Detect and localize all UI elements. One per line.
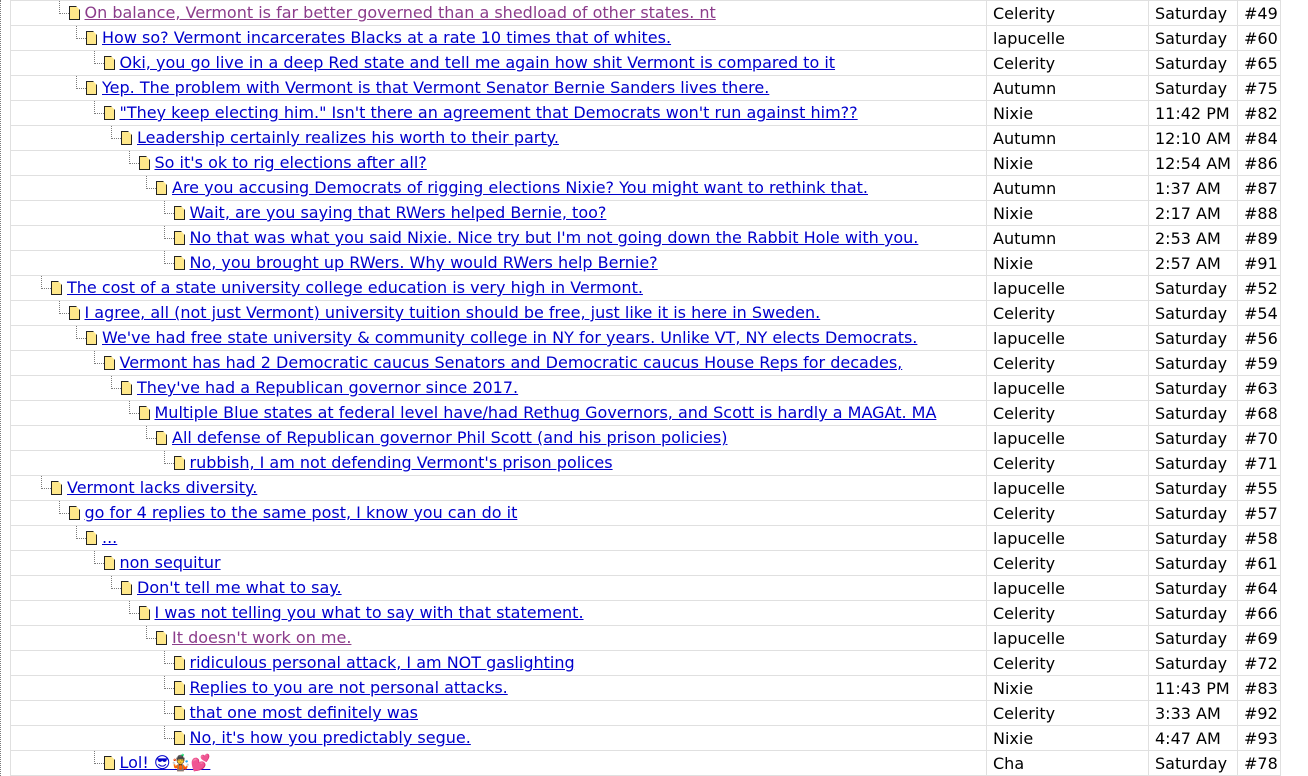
reply-subject-link[interactable]: Oki, you go live in a deep Red state and tell me again how shit Vermont is compared to it	[119, 53, 836, 72]
post-time: Saturday	[1149, 401, 1238, 426]
document-icon	[104, 556, 115, 570]
author-name: Celerity	[987, 701, 1149, 726]
post-number: #68	[1238, 401, 1281, 426]
subject-tree	[11, 226, 986, 250]
tree-connector	[164, 726, 174, 739]
table-row	[11, 226, 1281, 251]
post-time: Saturday	[1149, 451, 1238, 476]
reply-subject-link[interactable]: Replies to you are not personal attacks.	[189, 678, 508, 697]
document-icon	[139, 156, 150, 170]
tree-connector	[164, 201, 174, 214]
document-icon	[121, 131, 132, 145]
subject-tree	[11, 401, 986, 425]
table-row	[11, 676, 1281, 701]
tree-connector	[76, 76, 86, 89]
post-number: #71	[1238, 451, 1281, 476]
subject-tree	[11, 151, 986, 175]
table-row	[11, 26, 1281, 51]
subject-tree	[11, 126, 986, 150]
post-number: #54	[1238, 301, 1281, 326]
tree-connector	[94, 351, 104, 364]
tree-connector	[146, 626, 156, 639]
subject-cell	[11, 326, 987, 351]
subject-cell	[11, 451, 987, 476]
table-row	[11, 451, 1281, 476]
tree-connector	[76, 26, 86, 39]
author-name: Nixie	[987, 201, 1149, 226]
post-time: 2:57 AM	[1149, 251, 1238, 276]
subject-tree	[11, 651, 986, 675]
document-icon	[51, 281, 62, 295]
subject-cell	[11, 676, 987, 701]
document-icon	[174, 206, 185, 220]
post-number: #60	[1238, 26, 1281, 51]
tree-connector	[111, 576, 121, 589]
subject-cell	[11, 476, 987, 501]
document-icon	[86, 531, 97, 545]
post-number: #52	[1238, 276, 1281, 301]
post-number: #88	[1238, 201, 1281, 226]
tree-connector	[76, 326, 86, 339]
post-number: #86	[1238, 151, 1281, 176]
subject-cell	[11, 701, 987, 726]
author-name: Celerity	[987, 51, 1149, 76]
subject-tree	[11, 251, 986, 275]
subject-tree	[11, 301, 986, 325]
subject-cell	[11, 501, 987, 526]
tree-connector	[94, 551, 104, 564]
reply-subject-link[interactable]: Wait, are you saying that RWers helped Bernie, too?	[189, 203, 607, 222]
post-time: Saturday	[1149, 326, 1238, 351]
tree-connector	[59, 301, 69, 314]
tree-connector	[94, 751, 104, 764]
subject-cell	[11, 576, 987, 601]
table-row	[11, 326, 1281, 351]
subject-tree	[11, 451, 986, 475]
document-icon	[69, 506, 80, 520]
document-icon	[174, 256, 185, 270]
post-number: #56	[1238, 326, 1281, 351]
subject-tree	[11, 676, 986, 700]
subject-tree	[11, 176, 986, 200]
reply-subject-link[interactable]: Multiple Blue states at federal level have/had Rethug Governors, and Scott is hardly a MAGAt. MA	[154, 403, 937, 422]
table-row	[11, 576, 1281, 601]
tree-connector	[111, 126, 121, 139]
reply-subject-link[interactable]: Don't tell me what to say.	[137, 578, 342, 597]
reply-subject-link[interactable]: How so? Vermont incarcerates Blacks at a rate 10 times that of whites.	[102, 28, 672, 47]
post-time: Saturday	[1149, 601, 1238, 626]
reply-subject-link[interactable]: Leadership certainly realizes his worth to their party.	[137, 128, 559, 147]
table-row	[11, 401, 1281, 426]
reply-subject-link[interactable]: No, it's how you predictably segue.	[189, 728, 471, 747]
subject-cell	[11, 651, 987, 676]
author-name: Autumn	[987, 76, 1149, 101]
thread-tree-line	[0, 0, 1, 776]
table-row	[11, 276, 1281, 301]
subject-cell	[11, 751, 987, 776]
table-row	[11, 376, 1281, 401]
post-number: #82	[1238, 101, 1281, 126]
author-name: Celerity	[987, 351, 1149, 376]
post-time: Saturday	[1149, 526, 1238, 551]
document-icon	[174, 656, 185, 670]
post-time: Saturday	[1149, 376, 1238, 401]
tree-connector	[164, 251, 174, 264]
post-time: Saturday	[1149, 76, 1238, 101]
table-row	[11, 701, 1281, 726]
reply-subject-link[interactable]: that one most definitely was	[189, 703, 419, 722]
post-time: Saturday	[1149, 626, 1238, 651]
author-name: Nixie	[987, 151, 1149, 176]
post-number: #91	[1238, 251, 1281, 276]
subject-cell	[11, 1, 987, 26]
post-number: #69	[1238, 626, 1281, 651]
subject-tree	[11, 201, 986, 225]
post-time: 2:17 AM	[1149, 201, 1238, 226]
document-icon	[156, 181, 167, 195]
author-name: Nixie	[987, 251, 1149, 276]
reply-subject-link[interactable]: Vermont lacks diversity.	[67, 478, 258, 497]
tree-connector	[129, 401, 139, 414]
tree-connector	[146, 176, 156, 189]
reply-subject-link[interactable]: No, you brought up RWers. Why would RWers help Bernie?	[189, 253, 658, 272]
subject-cell	[11, 401, 987, 426]
subject-tree	[11, 726, 986, 750]
subject-cell	[11, 526, 987, 551]
document-icon	[156, 631, 167, 645]
subject-tree	[11, 551, 986, 575]
post-time: Saturday	[1149, 351, 1238, 376]
document-icon	[104, 56, 115, 70]
table-row	[11, 126, 1281, 151]
tree-connector	[41, 276, 51, 289]
author-name: Celerity	[987, 651, 1149, 676]
author-name: Celerity	[987, 601, 1149, 626]
table-row	[11, 351, 1281, 376]
reply-subject-link[interactable]: ridiculous personal attack, I am NOT gaslighting	[189, 653, 575, 672]
reply-subject-link[interactable]: It doesn't work on me.	[172, 628, 352, 647]
subject-tree	[11, 376, 986, 400]
document-icon	[69, 6, 80, 20]
subject-cell	[11, 301, 987, 326]
document-icon	[86, 81, 97, 95]
subject-tree	[11, 526, 986, 550]
table-row	[11, 151, 1281, 176]
reply-subject-link[interactable]: Are you accusing Democrats of rigging elections Nixie? You might want to rethink that.	[172, 178, 869, 197]
document-icon	[51, 481, 62, 495]
subject-tree	[11, 326, 986, 350]
post-time: 4:47 AM	[1149, 726, 1238, 751]
document-icon	[174, 456, 185, 470]
subject-tree	[11, 351, 986, 375]
document-icon	[86, 331, 97, 345]
reply-subject-link[interactable]: go for 4 replies to the same post, I know you can do it	[84, 503, 518, 522]
table-row	[11, 301, 1281, 326]
subject-tree	[11, 626, 986, 650]
author-name: Celerity	[987, 301, 1149, 326]
reply-subject-link[interactable]: rubbish, I am not defending Vermont's prison polices	[189, 453, 613, 472]
document-icon	[121, 381, 132, 395]
post-time: Saturday	[1149, 276, 1238, 301]
author-name: Nixie	[987, 101, 1149, 126]
subject-cell	[11, 26, 987, 51]
post-number: #93	[1238, 726, 1281, 751]
document-icon	[104, 356, 115, 370]
tree-connector	[146, 426, 156, 439]
tree-connector	[129, 151, 139, 164]
post-time: 12:10 AM	[1149, 126, 1238, 151]
subject-cell	[11, 626, 987, 651]
subject-cell	[11, 251, 987, 276]
post-number: #78	[1238, 751, 1281, 776]
reply-subject-link[interactable]: Vermont has had 2 Democratic caucus Senators and Democratic caucus House Reps for decades,	[119, 353, 903, 372]
reply-subject-link[interactable]: On balance, Vermont is far better governed than a shedload of other states. nt	[84, 3, 716, 22]
post-number: #59	[1238, 351, 1281, 376]
document-icon	[104, 106, 115, 120]
subject-cell	[11, 601, 987, 626]
post-number: #57	[1238, 501, 1281, 526]
subject-cell	[11, 276, 987, 301]
subject-tree	[11, 501, 986, 525]
subject-tree	[11, 601, 986, 625]
author-name: Nixie	[987, 726, 1149, 751]
subject-cell	[11, 376, 987, 401]
table-row	[11, 51, 1281, 76]
subject-cell	[11, 226, 987, 251]
post-time: 11:43 PM	[1149, 676, 1238, 701]
post-time: 3:33 AM	[1149, 701, 1238, 726]
post-number: #58	[1238, 526, 1281, 551]
subject-tree	[11, 101, 986, 125]
table-row	[11, 176, 1281, 201]
post-time: 12:54 AM	[1149, 151, 1238, 176]
post-number: #65	[1238, 51, 1281, 76]
tree-connector	[164, 701, 174, 714]
tree-connector	[41, 476, 51, 489]
table-row	[11, 201, 1281, 226]
author-name: lapucelle	[987, 526, 1149, 551]
reply-subject-link[interactable]: I was not telling you what to say with that statement.	[154, 603, 584, 622]
table-row	[11, 76, 1281, 101]
post-number: #55	[1238, 476, 1281, 501]
subject-tree	[11, 51, 986, 75]
tree-connector	[129, 601, 139, 614]
author-name: Celerity	[987, 1, 1149, 26]
post-time: Saturday	[1149, 426, 1238, 451]
tree-connector	[76, 526, 86, 539]
author-name: Celerity	[987, 551, 1149, 576]
table-row	[11, 426, 1281, 451]
subject-tree	[11, 276, 986, 300]
document-icon	[156, 431, 167, 445]
document-icon	[174, 731, 185, 745]
post-time: 11:42 PM	[1149, 101, 1238, 126]
reply-subject-link[interactable]: We've had free state university & community college in NY for years. Unlike VT, NY elects Democrats.	[102, 328, 918, 347]
subject-tree	[11, 476, 986, 500]
document-icon	[174, 706, 185, 720]
subject-cell	[11, 551, 987, 576]
reply-subject-link[interactable]: So it's ok to rig elections after all?	[154, 153, 427, 172]
subject-cell	[11, 176, 987, 201]
author-name: lapucelle	[987, 626, 1149, 651]
subject-tree	[11, 76, 986, 100]
author-name: Nixie	[987, 676, 1149, 701]
tree-connector	[164, 651, 174, 664]
post-time: Saturday	[1149, 26, 1238, 51]
subject-tree	[11, 426, 986, 450]
post-number: #63	[1238, 376, 1281, 401]
post-number: #64	[1238, 576, 1281, 601]
author-name: lapucelle	[987, 426, 1149, 451]
subject-tree	[11, 751, 986, 775]
table-row	[11, 1, 1281, 26]
author-name: lapucelle	[987, 576, 1149, 601]
subject-cell	[11, 726, 987, 751]
document-icon	[104, 756, 115, 770]
post-time: 2:53 AM	[1149, 226, 1238, 251]
reply-subject-link[interactable]: Lol! 😎🤹💕	[119, 753, 211, 772]
subject-cell	[11, 426, 987, 451]
tree-connector	[164, 451, 174, 464]
subject-cell	[11, 101, 987, 126]
reply-subject-link[interactable]: The cost of a state university college education is very high in Vermont.	[67, 278, 643, 297]
reply-subject-link[interactable]: I agree, all (not just Vermont) university tuition should be free, just like it is here in Sweden.	[84, 303, 821, 322]
subject-cell	[11, 51, 987, 76]
table-row	[11, 626, 1281, 651]
subject-cell	[11, 201, 987, 226]
author-name: lapucelle	[987, 476, 1149, 501]
author-name: Autumn	[987, 126, 1149, 151]
subject-tree	[11, 1, 986, 25]
post-number: #84	[1238, 126, 1281, 151]
author-name: Celerity	[987, 401, 1149, 426]
post-number: #49	[1238, 1, 1281, 26]
table-row	[11, 726, 1281, 751]
table-row	[11, 476, 1281, 501]
post-number: #70	[1238, 426, 1281, 451]
table-row	[11, 501, 1281, 526]
post-time: Saturday	[1149, 651, 1238, 676]
tree-connector	[94, 101, 104, 114]
post-number: #72	[1238, 651, 1281, 676]
table-row	[11, 251, 1281, 276]
subject-cell	[11, 126, 987, 151]
author-name: lapucelle	[987, 276, 1149, 301]
post-time: Saturday	[1149, 576, 1238, 601]
author-name: Celerity	[987, 501, 1149, 526]
post-time: Saturday	[1149, 551, 1238, 576]
document-icon	[139, 406, 150, 420]
subject-tree	[11, 701, 986, 725]
reply-subject-link[interactable]: No that was what you said Nixie. Nice try but I'm not going down the Rabbit Hole with you.	[189, 228, 919, 247]
subject-tree	[11, 26, 986, 50]
table-row	[11, 751, 1281, 776]
subject-cell	[11, 351, 987, 376]
reply-table	[10, 0, 1281, 776]
document-icon	[174, 231, 185, 245]
subject-tree	[11, 576, 986, 600]
post-number: #89	[1238, 226, 1281, 251]
tree-connector	[164, 226, 174, 239]
document-icon	[121, 581, 132, 595]
table-row	[11, 601, 1281, 626]
tree-connector	[94, 51, 104, 64]
post-number: #92	[1238, 701, 1281, 726]
post-time: Saturday	[1149, 501, 1238, 526]
reply-subject-link[interactable]: non sequitur	[119, 553, 221, 572]
post-time: Saturday	[1149, 476, 1238, 501]
post-number: #87	[1238, 176, 1281, 201]
reply-subject-link[interactable]: "They keep electing him." Isn't there an agreement that Democrats won't run against him??	[119, 103, 858, 122]
author-name: Autumn	[987, 226, 1149, 251]
post-time: Saturday	[1149, 301, 1238, 326]
tree-connector	[59, 501, 69, 514]
reply-subject-link[interactable]: They've had a Republican governor since 2017.	[137, 378, 519, 397]
table-row	[11, 551, 1281, 576]
tree-connector	[164, 676, 174, 689]
reply-subject-link[interactable]: ...	[102, 528, 118, 547]
author-name: Celerity	[987, 451, 1149, 476]
tree-connector	[59, 1, 69, 14]
post-time: Saturday	[1149, 751, 1238, 776]
author-name: lapucelle	[987, 326, 1149, 351]
document-icon	[174, 681, 185, 695]
post-number: #75	[1238, 76, 1281, 101]
author-name: lapucelle	[987, 26, 1149, 51]
post-number: #83	[1238, 676, 1281, 701]
table-row	[11, 651, 1281, 676]
document-icon	[69, 306, 80, 320]
tree-connector	[111, 376, 121, 389]
subject-cell	[11, 76, 987, 101]
table-row	[11, 526, 1281, 551]
document-icon	[86, 31, 97, 45]
post-number: #61	[1238, 551, 1281, 576]
table-row	[11, 101, 1281, 126]
subject-cell	[11, 151, 987, 176]
post-time: Saturday	[1149, 1, 1238, 26]
document-icon	[139, 606, 150, 620]
post-time: Saturday	[1149, 51, 1238, 76]
author-name: Cha	[987, 751, 1149, 776]
reply-subject-link[interactable]: Yep. The problem with Vermont is that Vermont Senator Bernie Sanders lives there.	[102, 78, 770, 97]
author-name: lapucelle	[987, 376, 1149, 401]
post-number: #66	[1238, 601, 1281, 626]
reply-subject-link[interactable]: All defense of Republican governor Phil Scott (and his prison policies)	[172, 428, 728, 447]
post-time: 1:37 AM	[1149, 176, 1238, 201]
author-name: Autumn	[987, 176, 1149, 201]
